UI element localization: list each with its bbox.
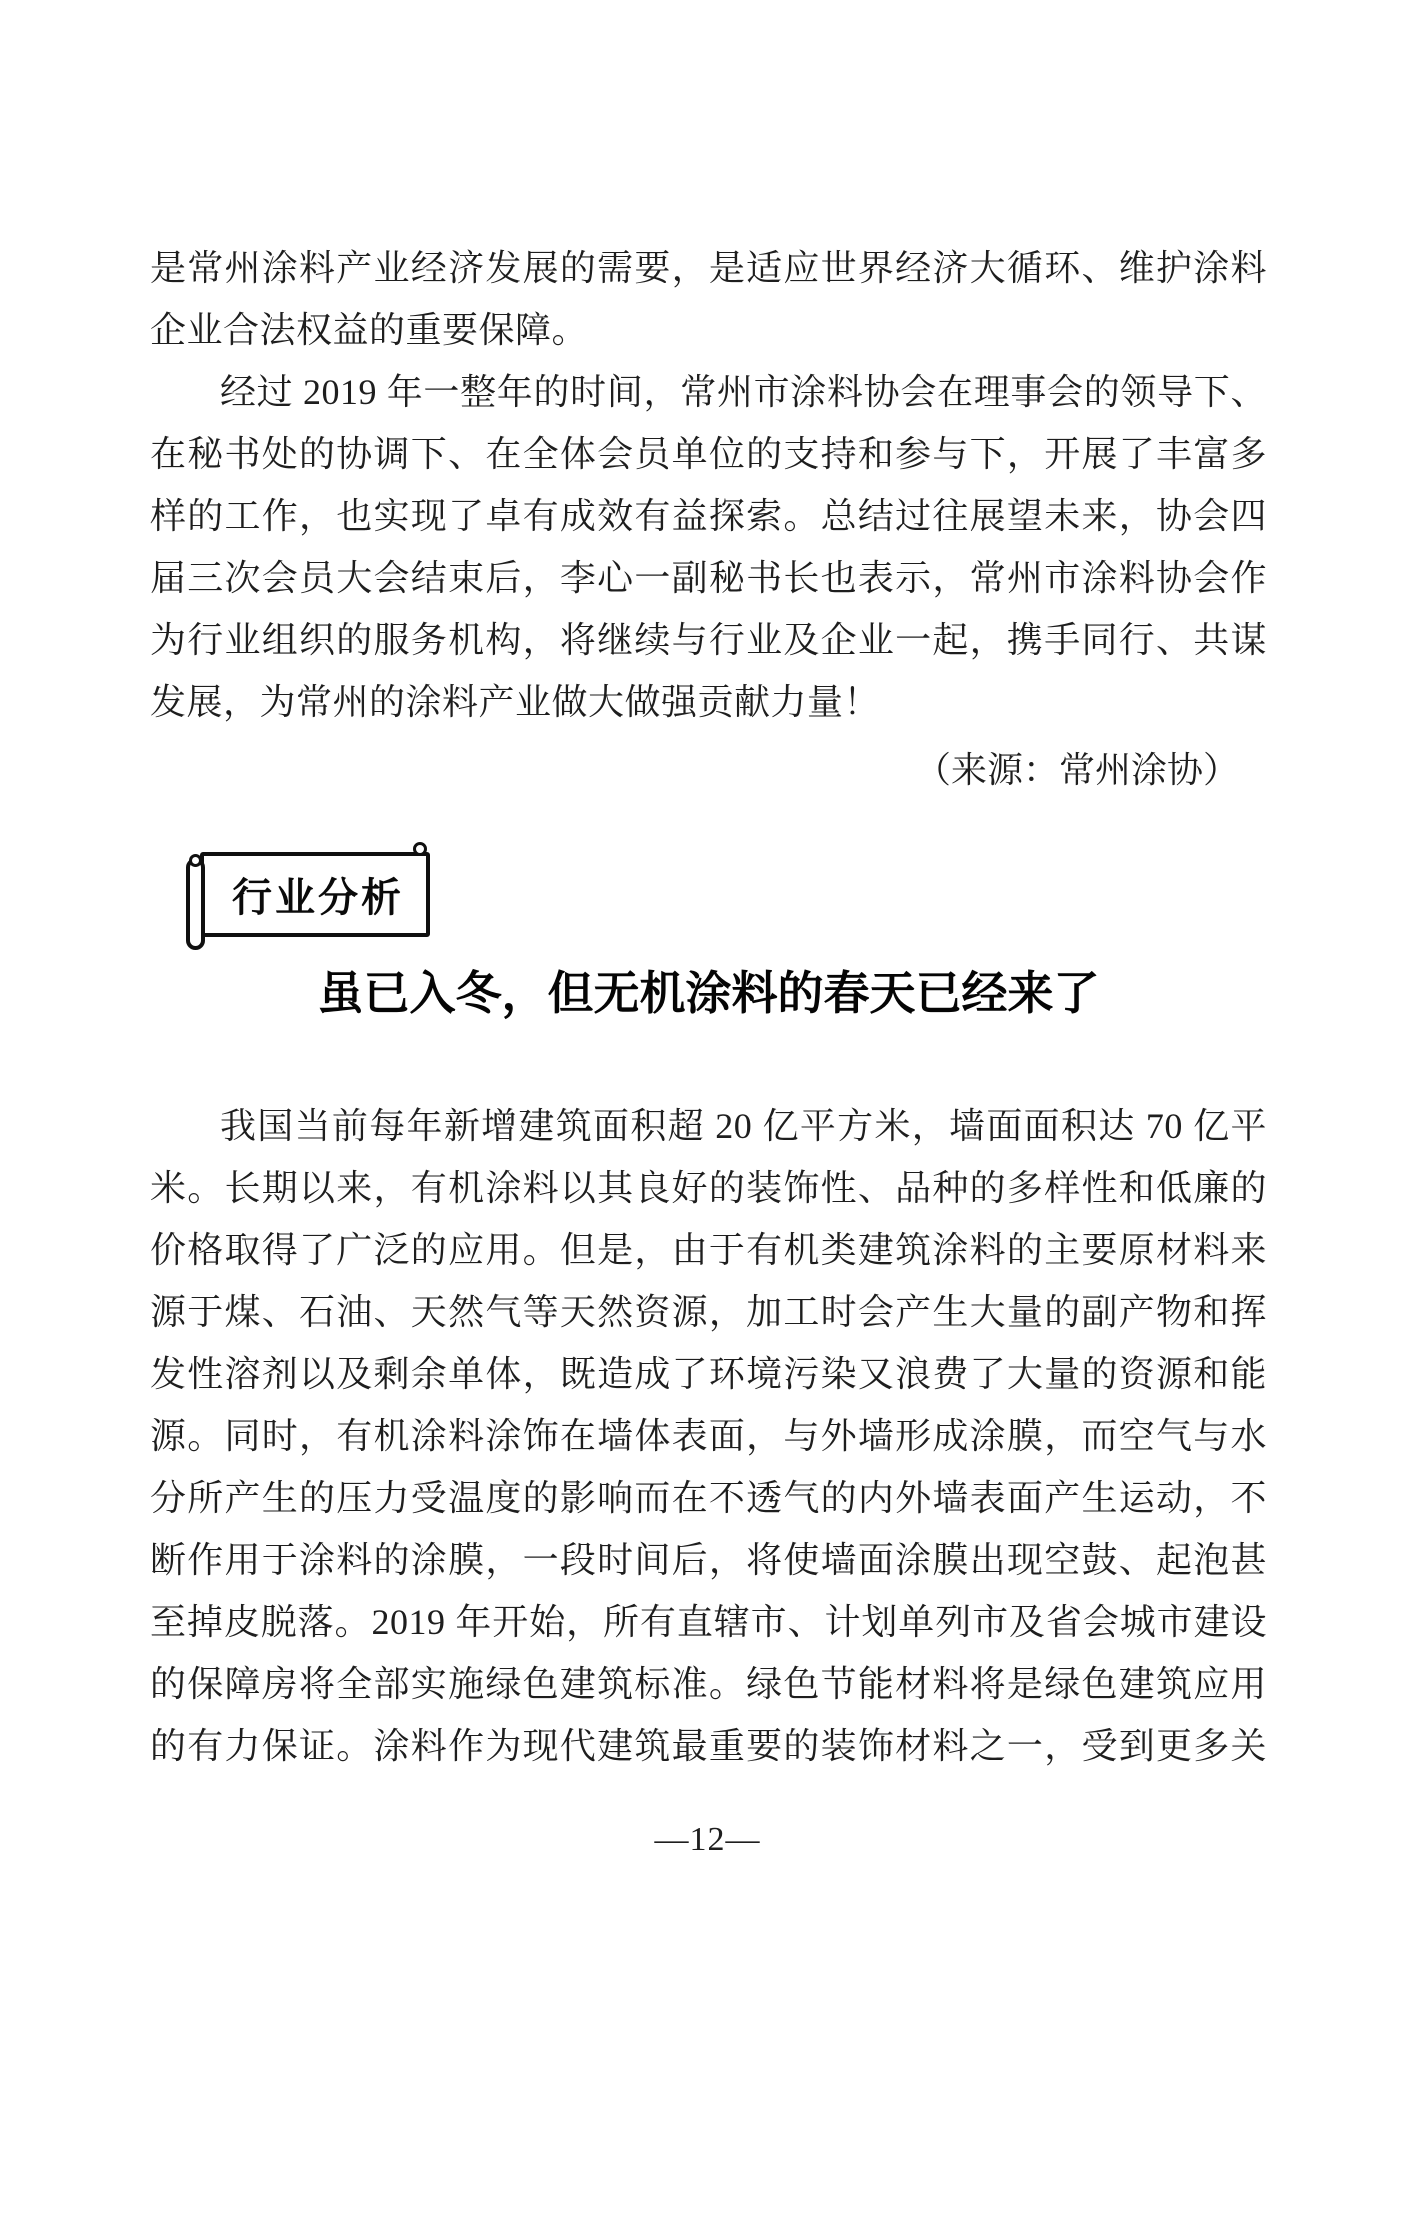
scroll-curl-left-icon	[189, 854, 202, 867]
text-line: 的有力保证。涂料作为现代建筑最重要的装饰材料之一，受到更多关	[150, 1726, 1267, 1766]
text-line: 经过 2019 年一整年的时间，常州市涂料协会在理事会的领导下、	[220, 372, 1267, 412]
text-line: 的保障房将全部实施绿色建筑标准。绿色节能材料将是绿色建筑应用	[150, 1664, 1267, 1704]
page-content	[0, 237, 1415, 1777]
section-banner-label: 行业分析	[232, 876, 404, 920]
text-line: 发展，为常州的涂料产业做大做强贡献力量！	[150, 682, 881, 722]
text-line: 至掉皮脱落。2019 年开始，所有直辖市、计划单列市及省会城市建设	[150, 1602, 1267, 1642]
text-line: 发性溶剂以及剩余单体，既造成了环境污染又浪费了大量的资源和能	[150, 1354, 1267, 1394]
text-line: 样的工作，也实现了卓有成效有益探索。总结过往展望未来，协会四	[150, 496, 1267, 536]
article-1-source-line: （来源：常州涂协）	[914, 750, 1239, 790]
text-line: 在秘书处的协调下、在全体会员单位的支持和参与下，开展了丰富多	[150, 434, 1267, 474]
document-page	[0, 237, 1415, 2237]
text-line: 米。长期以来，有机涂料以其良好的装饰性、品种的多样性和低廉的	[150, 1168, 1267, 1208]
page-number: —12—	[654, 1821, 761, 1858]
article-2	[150, 1095, 1267, 1777]
article-2-title: 虽已入冬，但无机涂料的春天已经来了	[317, 967, 1100, 1019]
scroll-banner-body	[200, 852, 430, 937]
text-line: 为行业组织的服务机构，将继续与行业及企业一起，携手同行、共谋	[150, 620, 1267, 660]
article-1-body	[150, 237, 1267, 733]
scroll-roll-icon	[186, 858, 205, 950]
text-line: 分所产生的压力受温度的影响而在不透气的内外墙表面产生运动，不	[150, 1478, 1267, 1518]
text-line: 源。同时，有机涂料涂饰在墙体表面，与外墙形成涂膜，而空气与水	[150, 1416, 1267, 1456]
article-2-body	[150, 1095, 1267, 1777]
text-line: 企业合法权益的重要保障。	[150, 310, 589, 350]
article-1	[150, 237, 1267, 801]
section-banner	[186, 845, 430, 951]
text-line: 源于煤、石油、天然气等天然资源，加工时会产生大量的副产物和挥	[150, 1292, 1267, 1332]
text-line: 是常州涂料产业经济发展的需要，是适应世界经济大循环、维护涂料	[150, 248, 1267, 288]
text-line: 届三次会员大会结束后，李心一副秘书长也表示，常州市涂料协会作	[150, 558, 1267, 598]
text-line: 我国当前每年新增建筑面积超 20 亿平方米，墙面面积达 70 亿平	[220, 1106, 1267, 1146]
text-line: 断作用于涂料的涂膜，一段时间后，将使墙面涂膜出现空鼓、起泡甚	[150, 1540, 1267, 1580]
text-line: 价格取得了广泛的应用。但是，由于有机类建筑涂料的主要原材料来	[150, 1230, 1267, 1270]
scroll-curl-right-icon	[413, 842, 427, 856]
